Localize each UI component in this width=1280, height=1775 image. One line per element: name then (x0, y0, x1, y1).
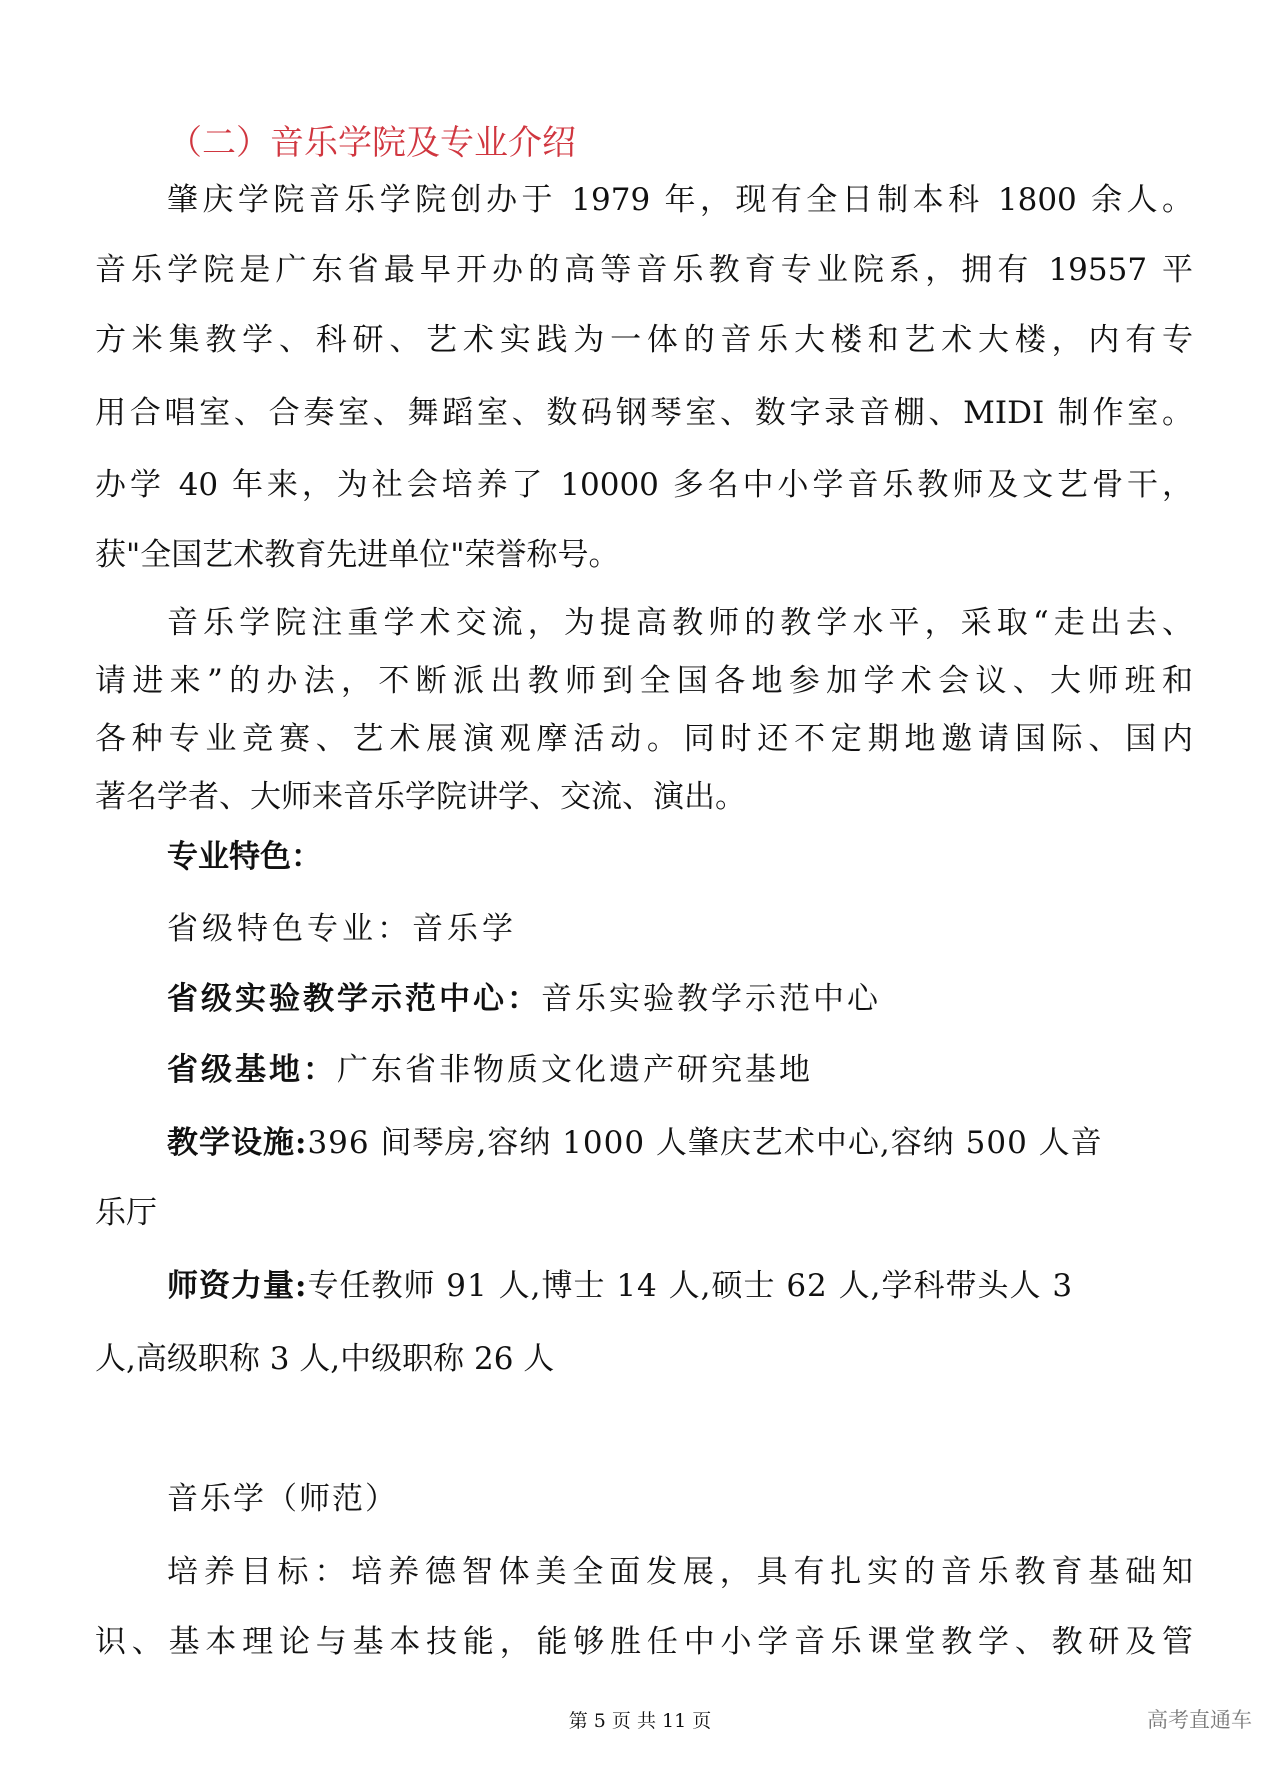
demo-center-value: 音乐实验教学示范中心 (541, 981, 881, 1017)
brand-watermark: 高考直通车 (1147, 1708, 1252, 1732)
faculty-value: 专任教师 91 人,博士 14 人,硕士 62 人,学科带头人 3 (307, 1268, 1074, 1304)
major-name: 音乐学（师范） (167, 1481, 398, 1517)
facilities-cont: 乐厅 (95, 1195, 157, 1231)
provincial-major: 省级特色专业：音乐学 (167, 911, 517, 947)
features-heading (167, 837, 1193, 877)
demo-center-label: 省级实验教学示范中心： (167, 981, 541, 1017)
paragraph-line: 各种专业竞赛、艺术展演观摩活动。同时还不定期地邀请国际、国内 (95, 721, 1193, 757)
paragraph-line: 著名学者、大师来音乐学院讲学、交流、演出。 (95, 779, 746, 815)
paragraph-line: 肇庆学院音乐学院创办于 1979 年，现有全日制本科 1800 余人。 (167, 182, 1193, 218)
paragraph-line: 用合唱室、合奏室、舞蹈室、数码钢琴室、数字录音棚、MIDI 制作室。 (95, 395, 1193, 431)
paragraph-line: 获"全国艺术教育先进单位"荣誉称号。 (95, 537, 620, 573)
features-heading-text: 专业特色： (167, 839, 322, 875)
paragraph-line: 培养目标：培养德智体美全面发展，具有扎实的音乐教育基础知 (167, 1554, 1193, 1590)
facilities-value: 396 间琴房,容纳 1000 人肇庆艺术中心,容纳 500 人音 (307, 1125, 1103, 1161)
paragraph-line: 识、基本理论与基本技能，能够胜任中小学音乐课堂教学、教研及管 (95, 1624, 1193, 1660)
paragraph-line: 音乐学院是广东省最早开办的高等音乐教育专业院系，拥有 19557 平 (95, 252, 1193, 288)
faculty-cont: 人,高级职称 3 人,中级职称 26 人 (95, 1341, 555, 1377)
paragraph-line: 音乐学院注重学术交流，为提高教师的教学水平，采取“走出去、 (167, 605, 1193, 641)
facilities (167, 1123, 1193, 1163)
paragraph-line: 办学 40 年来，为社会培养了 10000 多名中小学音乐教师及文艺骨干， (95, 467, 1193, 503)
paragraph-line: 请进来”的办法，不断派出教师到全国各地参加学术会议、大师班和 (95, 663, 1193, 699)
base-label: 省级基地： (167, 1052, 337, 1088)
facilities-label: 教学设施: (167, 1125, 308, 1161)
base (167, 1050, 1193, 1090)
faculty-label: 师资力量: (167, 1268, 308, 1304)
base-value: 广东省非物质文化遗产研究基地 (337, 1052, 813, 1088)
demo-center (167, 979, 1193, 1019)
paragraph-line: 方米集教学、科研、艺术实践为一体的音乐大楼和艺术大楼，内有专 (95, 322, 1193, 358)
section-title: （二）音乐学院及专业介绍 (168, 123, 576, 163)
faculty (167, 1266, 1193, 1306)
page-number: 第 5 页 共 11 页 (568, 1710, 712, 1732)
